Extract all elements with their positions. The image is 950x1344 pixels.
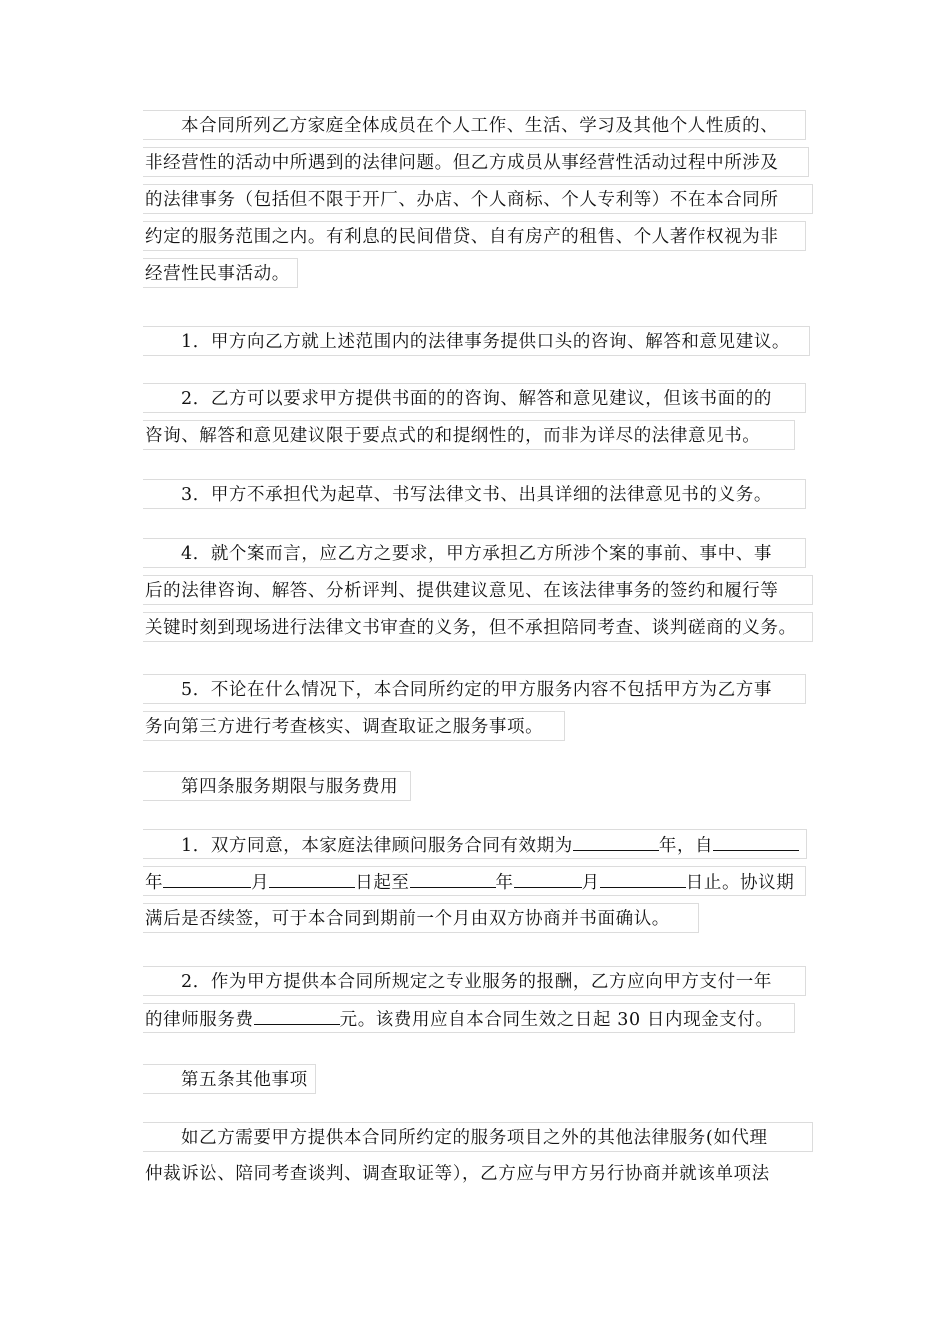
text-line: 务向第三方进行考查核实、调查取证之服务事项。 bbox=[143, 711, 565, 741]
paragraph-other-matters bbox=[143, 1122, 813, 1196]
section-heading-article-5 bbox=[143, 1064, 813, 1101]
paragraph-item-2 bbox=[143, 383, 813, 457]
term-text-a: 1．双方同意，本家庭法律顾问服务合同有效期为 bbox=[181, 836, 573, 856]
paragraph-item-3 bbox=[143, 479, 813, 516]
fee-text-b: 元。该费用应自本合同生效之日起 30 日内现金支付。 bbox=[339, 1010, 774, 1030]
text-line bbox=[143, 829, 807, 859]
text-line: 约定的服务范围之内。有利息的民间借贷、自有房产的租售、个人著作权视为非 bbox=[143, 221, 806, 251]
paragraph-scope bbox=[143, 110, 813, 295]
text-line: 2．乙方可以要求甲方提供书面的的咨询、解答和意见建议，但该书面的的 bbox=[143, 383, 806, 413]
paragraph-item-1 bbox=[143, 326, 813, 363]
day-from-label: 日起至 bbox=[355, 873, 410, 893]
end-day-blank[interactable] bbox=[600, 867, 686, 888]
end-month-blank[interactable] bbox=[514, 867, 582, 888]
text-line: 5．不论在什么情况下，本合同所约定的甲方服务内容不包括甲方为乙方事 bbox=[143, 674, 806, 704]
text-line: 如乙方需要甲方提供本合同所约定的服务项目之外的其他法律服务(如代理 bbox=[143, 1122, 813, 1152]
text-line: 1．甲方向乙方就上述范围内的法律事务提供口头的咨询、解答和意见建议。 bbox=[143, 326, 810, 356]
text-line bbox=[143, 1003, 795, 1033]
start-year-blank[interactable] bbox=[713, 830, 799, 851]
text-line: 关键时刻到现场进行法律文书审查的义务，但不承担陪同考查、谈判磋商的义务。 bbox=[143, 612, 813, 642]
heading-text: 第四条服务期限与服务费用 bbox=[143, 771, 411, 801]
text-line: 后的法律咨询、解答、分析评判、提供建议意见、在该法律事务的签约和履行等 bbox=[143, 575, 813, 605]
text-line: 满后是否续签，可于本合同到期前一个月由双方协商并书面确认。 bbox=[143, 903, 699, 933]
fee-amount-blank[interactable] bbox=[254, 1004, 340, 1025]
start-day-blank[interactable] bbox=[269, 867, 355, 888]
text-line: 3．甲方不承担代为起草、书写法律文书、出具详细的法律意见书的义务。 bbox=[143, 479, 806, 509]
text-line: 2．作为甲方提供本合同所规定之专业服务的报酬，乙方应向甲方支付一年 bbox=[143, 966, 806, 996]
text-line: 咨询、解答和意见建议限于要点式的和提纲性的，而非为详尽的法律意见书。 bbox=[143, 420, 795, 450]
month-label: 月 bbox=[251, 873, 270, 893]
paragraph-item-4 bbox=[143, 538, 813, 649]
text-line: 非经营性的活动中所遇到的法律问题。但乙方成员从事经营性活动过程中所涉及 bbox=[143, 147, 809, 177]
month-label-2: 月 bbox=[581, 873, 600, 893]
start-month-blank[interactable] bbox=[163, 867, 251, 888]
term-years-blank[interactable] bbox=[573, 830, 659, 851]
term-text-b: 年，自 bbox=[658, 836, 714, 856]
text-line: 4．就个案而言，应乙方之要求，甲方承担乙方所涉个案的事前、事中、事 bbox=[143, 538, 806, 568]
year-label-2: 年 bbox=[495, 873, 514, 893]
year-label: 年 bbox=[145, 873, 164, 893]
text-line bbox=[143, 866, 806, 896]
paragraph-service-term bbox=[143, 829, 813, 940]
paragraph-item-5 bbox=[143, 674, 813, 748]
paragraph-service-fee bbox=[143, 966, 813, 1040]
text-line: 经营性民事活动。 bbox=[143, 258, 298, 288]
fee-text-a: 的律师服务费 bbox=[145, 1010, 254, 1030]
end-year-blank[interactable] bbox=[410, 867, 496, 888]
text-line: 本合同所列乙方家庭全体成员在个人工作、生活、学习及其他个人性质的、 bbox=[143, 110, 806, 140]
section-heading-article-4 bbox=[143, 771, 813, 808]
text-line: 仲裁诉讼、陪同考查谈判、调查取证等），乙方应与甲方另行协商并就该单项法 bbox=[145, 1164, 770, 1184]
heading-text: 第五条其他事项 bbox=[143, 1064, 316, 1094]
end-label: 日止。协议期 bbox=[685, 873, 795, 893]
text-line: 的法律事务（包括但不限于开厂、办店、个人商标、个人专利等）不在本合同所 bbox=[143, 184, 813, 214]
